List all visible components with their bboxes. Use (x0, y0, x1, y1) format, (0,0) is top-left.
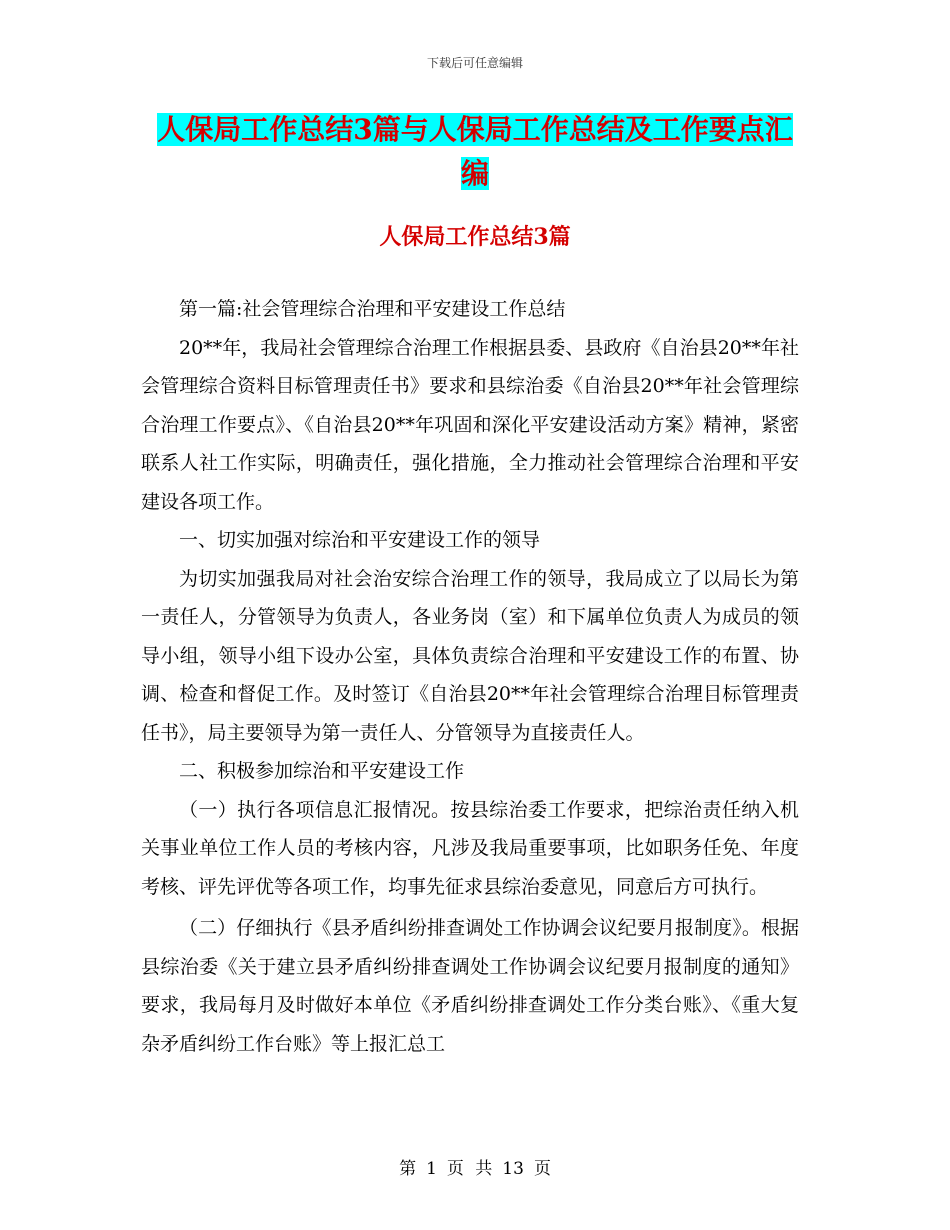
footer-total-pages: 13 (502, 1159, 524, 1179)
footer-page-number: 1 (426, 1159, 437, 1179)
paragraph: 为切实加强我局对社会治安综合治理工作的领导，我局成立了以局长为第一责任人，分管领导为负责人，各业务岗（室）和下属单位负责人为成员的领导小组，领导小组下设办公室，具体负责综合治理和平安建设工作的布置、协调、检查和督促工作。及时签订《自治县20**年社会管理综合治理目标管理责任书》，局主要领导为第一责任人、分管领导为直接责任人。 (141, 567, 799, 744)
footer-mid: 页 共 (446, 1159, 493, 1179)
document-title (140, 108, 810, 196)
paragraph: 一、切实加强对综治和平安建设工作的领导 (179, 529, 541, 551)
paragraph: （二）仔细执行《县矛盾纠纷排查调处工作协调会议纪要月报制度》。根据县综治委《关于建立县矛盾纠纷排查调处工作协调会议纪要月报制度的通知》要求，我局每月及时做好本单位《矛盾纠纷排查调处工作分类台账》、《重大复杂矛盾纠纷工作台账》等上报汇总工 (141, 917, 799, 1055)
footer-suffix: 页 (533, 1159, 551, 1179)
page-footer (0, 1154, 950, 1179)
paragraph: 20**年，我局社会管理综合治理工作根据县委、县政府《自治县20**年社会管理综合资料目标管理责任书》要求和县综治委《自治县20**年社会管理综合治理工作要点》、《自治县20**年巩固和深化平安建设活动方案》精神，紧密联系人社工作实际，明确责任，强化措施，全力推动社会管理综合治理和平安建设各项工作。 (141, 336, 799, 513)
paragraph: （一）执行各项信息汇报情况。按县综治委工作要求，把综治责任纳入机关事业单位工作人员的考核内容，凡涉及我局重要事项，比如职务任免、年度考核、评先评优等各项工作，均事先征求县综治委意见，同意后方可执行。 (141, 798, 799, 898)
paragraph: 二、积极参加综治和平安建设工作 (179, 760, 465, 782)
header-note: 下载后可任意编辑 (426, 56, 523, 70)
footer-prefix: 第 (399, 1159, 417, 1179)
title-line-2: 编 (460, 157, 489, 190)
title-line-1: 人保局工作总结3篇与人保局工作总结及工作要点汇 (157, 113, 793, 146)
section-title: 人保局工作总结3篇 (379, 224, 571, 250)
document-body (141, 290, 799, 1063)
paragraph: 第一篇:社会管理综合治理和平安建设工作总结 (179, 298, 566, 320)
